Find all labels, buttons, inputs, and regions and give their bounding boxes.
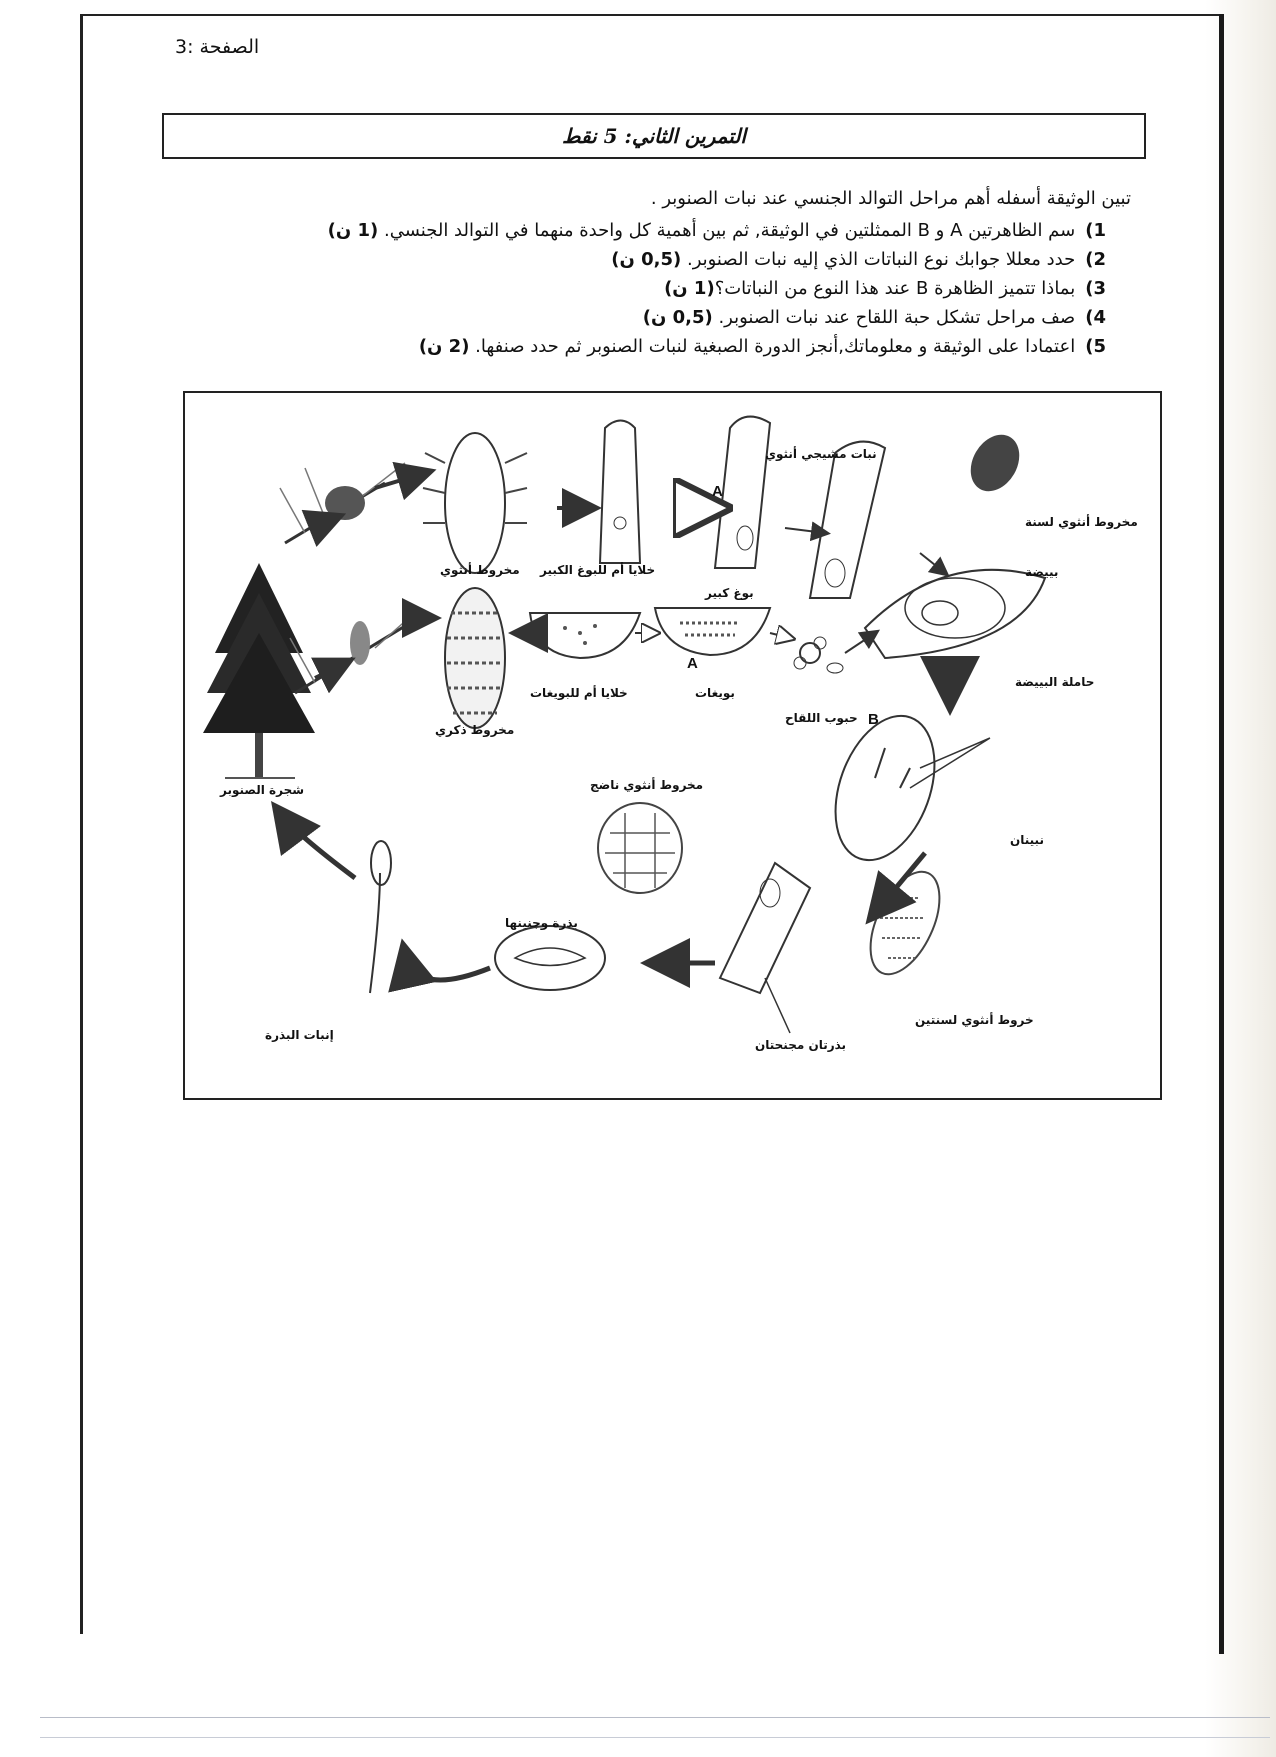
label-microspores: بويغات xyxy=(695,686,735,700)
male-cone-branch-icon xyxy=(290,608,420,693)
question-points: (0,5 ن) xyxy=(642,307,713,328)
pine-tree-icon xyxy=(203,563,315,778)
label-female-gametophyte: نبات مشيجي أنثوي xyxy=(765,447,877,461)
question-number: 3) xyxy=(1085,278,1106,299)
scan-line xyxy=(40,1717,1270,1718)
label-two-year-female-cone: خروط أنثوي لسنتين xyxy=(915,1013,1034,1027)
label-mature-female-cone: مخروط أنثوي ناضج xyxy=(590,778,704,792)
exercise-title: التمرين الثاني: 5 نقط xyxy=(562,124,746,148)
question-item xyxy=(206,332,1106,361)
question-number: 1) xyxy=(1085,220,1106,241)
page-number: الصفحة :3 xyxy=(175,36,260,58)
seed-embryo-icon xyxy=(495,926,605,990)
question-text: سم الظاهرتين A و B الممثلتين في الوثيقة, ثم بين أهمية كل واحدة منهما في التوالد الجنسي. xyxy=(384,220,1076,241)
megaspore-mother-cell-icon xyxy=(600,421,640,564)
question-item xyxy=(206,303,1106,332)
label-seed-germination: إنبات البذرة xyxy=(265,1028,334,1042)
question-points: (1 ن) xyxy=(664,278,715,299)
label-pollen-grains: حبوب اللقاح xyxy=(785,711,858,725)
female-gametophyte-icon xyxy=(810,442,885,598)
label-megaspore: بوغ كبير xyxy=(705,586,754,600)
female-cone-branch-icon xyxy=(280,463,405,543)
question-number: 4) xyxy=(1085,307,1106,328)
label-megaspore-mother-cells: خلايا أم للبوغ الكبير xyxy=(540,563,656,577)
megaspore-icon xyxy=(715,417,770,568)
female-cone-section-icon xyxy=(423,433,527,573)
question-number: 5) xyxy=(1085,336,1106,357)
microspore-mother-cell-icon xyxy=(530,613,640,658)
letter-b: B xyxy=(868,711,879,728)
ovule-icon xyxy=(865,570,1045,658)
one-year-female-cone-icon xyxy=(961,426,1029,500)
question-text: بماذا تتميز الظاهرة B عند هذا النوع من النباتات؟ xyxy=(714,278,1076,299)
label-winged-seeds: بذرتان مجنحتان xyxy=(755,1038,847,1052)
pine-life-cycle-diagram xyxy=(183,391,1162,1100)
question-points: (1 ن) xyxy=(327,220,379,241)
exercise-title-box xyxy=(162,113,1146,159)
question-list xyxy=(206,216,1106,361)
winged-seeds-icon xyxy=(720,863,810,993)
male-cone-section-icon xyxy=(445,588,505,728)
page-border-left xyxy=(80,14,83,1634)
label-ovule: بييضة xyxy=(1025,565,1059,579)
mature-female-cone-icon xyxy=(598,803,682,893)
label-male-cone: مخروط ذكري xyxy=(435,723,515,737)
scan-line xyxy=(40,1737,1270,1738)
fertilized-ovule-icon xyxy=(817,702,953,874)
question-text: حدد معللا جوابك نوع النباتات الذي إليه نبات الصنوبر. xyxy=(686,249,1076,270)
label-one-year-female-cone: مخروط أنثوي لسنة xyxy=(1025,515,1138,529)
pollen-grains-icon xyxy=(794,637,843,673)
question-points: (0,5 ن) xyxy=(611,249,682,270)
letter-a-top: A xyxy=(712,483,723,500)
label-ovule-holder: حاملة البييضة xyxy=(1015,675,1095,689)
question-text: اعتمادا على الوثيقة و معلوماتك,أنجز الدورة الصبغية لنبات الصنوبر ثم حدد صنفها. xyxy=(475,336,1076,357)
label-microspore-mother-cells: خلايا أم للبويغات xyxy=(530,686,628,700)
question-number: 2) xyxy=(1085,249,1106,270)
label-seed-and-embryo: بذرة وجنينها xyxy=(505,916,578,930)
question-item xyxy=(206,245,1106,274)
scan-edge-shadow xyxy=(1205,0,1276,1757)
label-embryos: نبينان xyxy=(1010,833,1044,847)
microspores-icon xyxy=(655,608,770,655)
seedling-icon xyxy=(370,841,391,993)
question-item xyxy=(206,274,1106,303)
page-border-right xyxy=(1219,14,1224,1654)
label-female-cone: مخروط أنثوي xyxy=(440,563,520,577)
exercise-intro: تبين الوثيقة أسفله أهم مراحل التوالد الجنسي عند نبات الصنوبر . xyxy=(650,188,1131,209)
label-pine-tree: شجرة الصنوبر xyxy=(220,783,305,797)
letter-a-middle: A xyxy=(687,655,698,672)
question-text: صف مراحل تشكل حبة اللقاح عند نبات الصنوبر. xyxy=(718,307,1076,328)
question-points: (2 ن) xyxy=(418,336,470,357)
question-item xyxy=(206,216,1106,245)
diagram-drawing xyxy=(185,393,1160,1098)
page-border-top xyxy=(80,14,1223,16)
